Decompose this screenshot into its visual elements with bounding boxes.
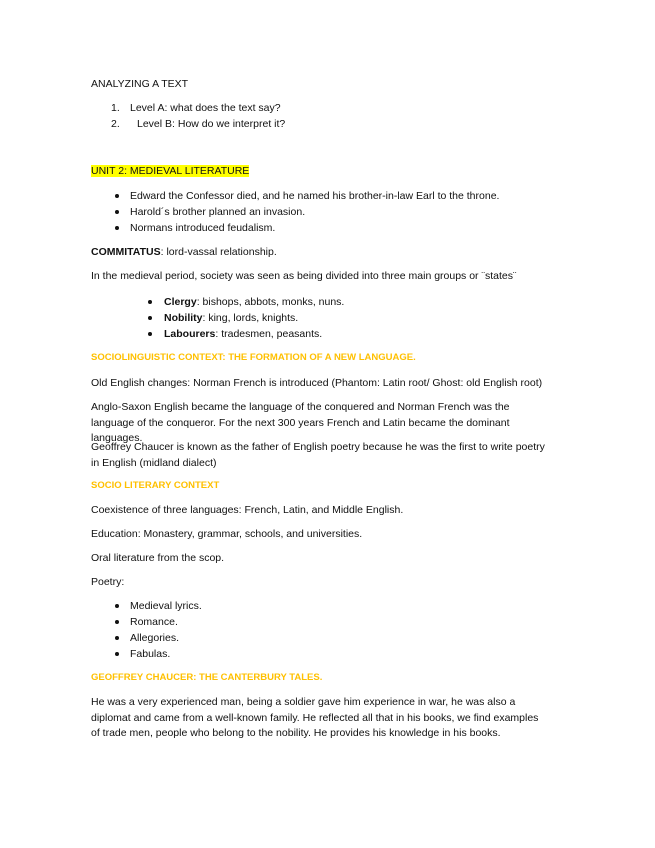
paragraph: Anglo-Saxon English became the language of the conquered and Norman French was the language of the conqueror. For the next 300 years French and Latin became the dominant languages. — [91, 401, 510, 444]
bullet-icon — [115, 652, 119, 656]
state-term: Nobility — [164, 312, 203, 324]
list-item-text: Allegories. — [130, 632, 180, 644]
paragraph: Education: Monastery, grammar, schools, and universities. — [91, 528, 363, 540]
level-number: 1. — [111, 102, 120, 114]
bullet-icon — [148, 300, 152, 304]
bullet-icon — [148, 316, 152, 320]
socioliterary-heading: SOCIO LITERARY CONTEXT — [91, 480, 220, 491]
paragraph: Geoffrey Chaucer is known as the father of English poetry because he was the first to write poetry in English (midland dialect) — [91, 441, 545, 469]
list-item-text: Romance. — [130, 616, 178, 628]
unit-heading — [91, 164, 249, 178]
commitatus-line — [91, 245, 277, 259]
unit-heading-text: UNIT 2: MEDIEVAL LITERATURE — [91, 165, 250, 177]
paragraph: Oral literature from the scop. — [91, 552, 225, 564]
list-item-text: Medieval lyrics. — [130, 600, 202, 612]
sociolinguistic-heading: SOCIOLINGUISTIC CONTEXT: THE FORMATION OF A NEW LANGUAGE. — [91, 352, 416, 363]
chaucer-heading: GEOFFREY CHAUCER: THE CANTERBURY TALES. — [91, 672, 323, 683]
level-text: Level A: what does the text say? — [130, 102, 281, 114]
state-desc: : bishops, abbots, monks, nuns. — [196, 296, 345, 308]
state-term: Clergy — [164, 296, 197, 308]
bullet-icon — [115, 604, 119, 608]
list-item-text: Edward the Confessor died, and he named his brother-in-law Earl to the throne. — [130, 190, 500, 202]
paragraph: He was a very experienced man, being a soldier gave him experience in war, he was also a diplomat and came from a well-known family. He reflected all that in his books, we find examples of trade men, people who belong to the nobility. He provides his knowledge in his books. — [91, 696, 539, 739]
paragraph: Old English changes: Norman French is introduced (Phantom: Latin root/ Ghost: old English root) — [91, 377, 543, 389]
list-item-text: Fabulas. — [130, 648, 171, 660]
document-title: ANALYZING A TEXT — [91, 78, 189, 90]
paragraph: Coexistence of three languages: French, Latin, and Middle English. — [91, 504, 404, 516]
bullet-icon — [115, 210, 119, 214]
bullet-icon — [115, 194, 119, 198]
state-desc: : tradesmen, peasants. — [215, 328, 323, 340]
list-item-text: Normans introduced feudalism. — [130, 222, 276, 234]
list-item-text: Harold´s brother planned an invasion. — [130, 206, 306, 218]
bullet-icon — [115, 226, 119, 230]
state-desc: : king, lords, knights. — [202, 312, 299, 324]
states-intro: In the medieval period, society was seen as being divided into three main groups or ¨states¨ — [91, 270, 517, 282]
bullet-icon — [115, 620, 119, 624]
bullet-icon — [115, 636, 119, 640]
level-number: 2. — [111, 118, 120, 130]
level-text: Level B: How do we interpret it? — [137, 118, 286, 130]
paragraph: Poetry: — [91, 576, 125, 588]
commitatus-term: COMMITATUS — [91, 246, 161, 258]
state-term: Labourers — [164, 328, 216, 340]
bullet-icon — [148, 332, 152, 336]
commitatus-definition: : lord-vassal relationship. — [160, 246, 277, 258]
